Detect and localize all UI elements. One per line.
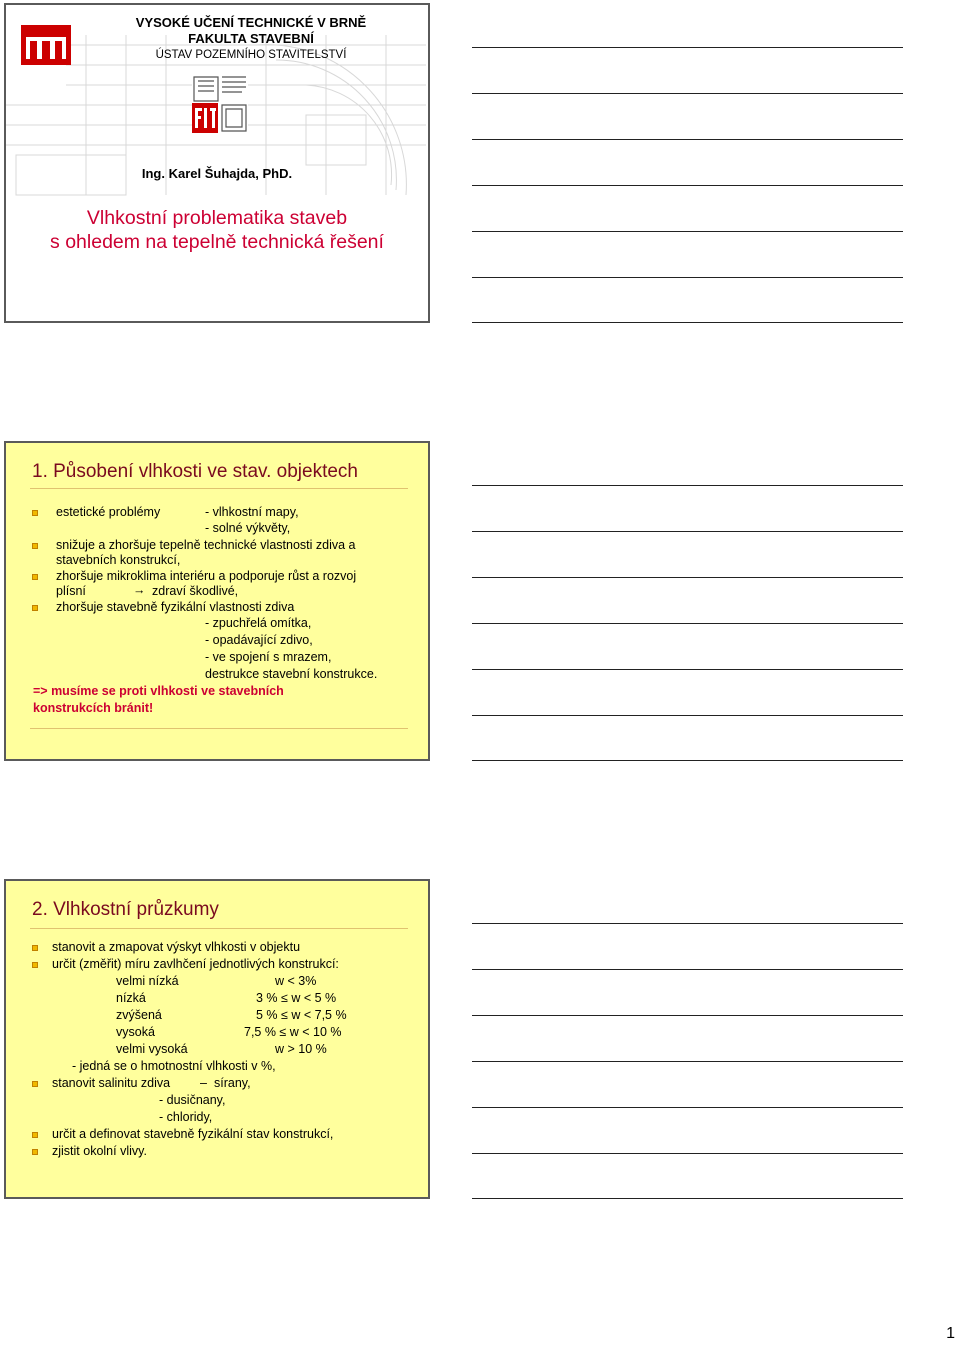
- university-header: [86, 15, 416, 63]
- footer-rule: [30, 728, 408, 729]
- note-line: [472, 1153, 903, 1154]
- level-label: zvýšená: [116, 1008, 162, 1022]
- level-range: 3 % ≤ w < 5 %: [256, 991, 337, 1005]
- slide-title: 1. Působení vlhkosti ve stav. objektech: [32, 461, 358, 482]
- note-line: [472, 531, 903, 532]
- bullet-text: estetické problémy: [56, 505, 161, 519]
- bullet-text: zhoršuje stavebně fyzikální vlastnosti zdiva: [56, 600, 295, 614]
- note-line: [472, 139, 903, 140]
- level-range: 7,5 % ≤ w < 10 %: [244, 1025, 342, 1039]
- note-line: [472, 715, 903, 716]
- institute-name: ÚSTAV POZEMNÍHO STAVITELSTVÍ: [155, 49, 347, 61]
- sub-item: - zpuchřelá omítka,: [205, 616, 312, 630]
- bullet-icon: [32, 962, 38, 968]
- bullet-text-cont: stavebních konstrukcí,: [56, 553, 181, 567]
- fast-logo: [192, 75, 248, 133]
- arrow-icon: →: [133, 583, 146, 597]
- level-label: nízká: [116, 991, 146, 1005]
- level-range: w < 3%: [275, 974, 317, 988]
- slide-moisture-surveys: [4, 879, 430, 1199]
- note-line: [472, 623, 903, 624]
- note-line: [472, 277, 903, 278]
- note-line: [472, 1107, 903, 1108]
- page-number: 1: [946, 1325, 955, 1342]
- sub-item: destrukce stavební konstrukce.: [205, 667, 378, 681]
- vut-logo: [21, 25, 71, 65]
- note-line: [472, 577, 903, 578]
- level-label: velmi vysoká: [116, 1042, 188, 1056]
- title-line-1: Vlhkostní problematika staveb: [86, 207, 348, 229]
- slide-title: [4, 3, 430, 323]
- title-line-2: s ohledem na tepelně technická řešení: [50, 231, 384, 253]
- note-line: [472, 185, 903, 186]
- bullet-text: stanovit salinitu zdiva: [52, 1076, 171, 1090]
- bullet-text: zhoršuje mikroklima interiéru a podporuje růst a rozvoj: [56, 569, 357, 583]
- note-line: [472, 47, 903, 48]
- bullet-icon: [32, 510, 38, 516]
- presentation-title: [6, 206, 428, 254]
- sub-item: - solné výkvěty,: [205, 521, 291, 535]
- note-line: [472, 1198, 903, 1199]
- title-rule: [30, 928, 408, 929]
- note-line: [472, 669, 903, 670]
- bullet-icon: [32, 543, 38, 549]
- bullet-icon: [32, 1132, 38, 1138]
- university-name: VYSOKÉ UČENÍ TECHNICKÉ V BRNĚ: [135, 15, 367, 30]
- level-range: w > 10 %: [275, 1042, 327, 1056]
- note-line: [472, 923, 903, 924]
- bullet-text: stanovit a zmapovat výskyt vlhkosti v objektu: [52, 940, 301, 954]
- note-line: [472, 760, 903, 761]
- bullet-icon: [32, 605, 38, 611]
- sub-item: - opadávající zdivo,: [205, 633, 313, 647]
- sub-item: - chloridy,: [159, 1110, 213, 1124]
- sub-item: - dusičnany,: [159, 1093, 226, 1107]
- bullet-icon: [32, 1081, 38, 1087]
- conclusion-text: => musíme se proti vlhkosti ve stavebních: [33, 684, 284, 698]
- slide-title: 2. Vlhkostní průzkumy: [32, 899, 219, 920]
- bullet-text: určit (změřit) míru zavlhčení jednotlivých konstrukcí:: [52, 957, 339, 971]
- dash-text: –: [200, 1076, 207, 1090]
- bullet-icon: [32, 1149, 38, 1155]
- sub-item: sírany,: [214, 1076, 251, 1090]
- bullet-text-cont: zdraví škodlivé,: [152, 584, 239, 598]
- level-label: velmi nízká: [116, 974, 179, 988]
- bullet-icon: [32, 945, 38, 951]
- note-line: [472, 231, 903, 232]
- note-line: [472, 93, 903, 94]
- bullet-text: určit a definovat stavebně fyzikální stav konstrukcí,: [52, 1127, 334, 1141]
- slide-moisture-effects: [4, 441, 430, 761]
- level-label: vysoká: [116, 1025, 155, 1039]
- note-line: [472, 1015, 903, 1016]
- bullet-text: zjistit okolní vlivy.: [52, 1144, 147, 1158]
- note-line: [472, 969, 903, 970]
- bullet-text-cont: plísní: [56, 584, 86, 598]
- level-range: 5 % ≤ w < 7,5 %: [256, 1008, 347, 1022]
- faculty-name: FAKULTA STAVEBNÍ: [188, 31, 314, 46]
- conclusion-text-cont: konstrukcích bránit!: [33, 701, 154, 715]
- author-name: Ing. Karel Šuhajda, PhD.: [141, 166, 293, 181]
- title-rule: [30, 488, 408, 489]
- bullet-icon: [32, 574, 38, 580]
- sub-item: - vlhkostní mapy,: [205, 505, 299, 519]
- note-text: - jedná se o hmotnostní vlhkosti v %,: [72, 1059, 276, 1073]
- bullet-text: snižuje a zhoršuje tepelně technické vlastnosti zdiva a: [56, 538, 356, 552]
- note-line: [472, 485, 903, 486]
- note-line: [472, 322, 903, 323]
- sub-item: - ve spojení s mrazem,: [205, 650, 332, 664]
- note-line: [472, 1061, 903, 1062]
